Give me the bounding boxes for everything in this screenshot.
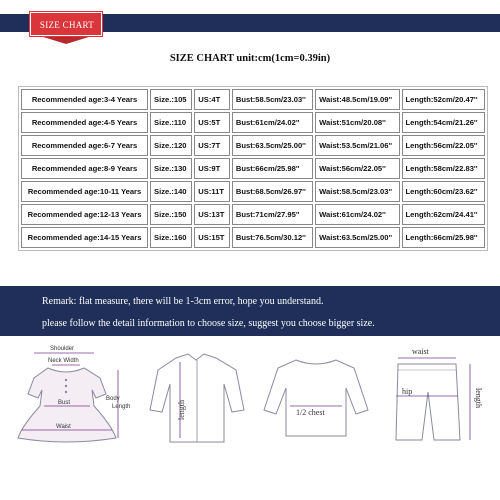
table-cell: Length:56cm/22.05'' [402, 135, 485, 156]
table-cell: Recommended age:8-9 Years [21, 158, 148, 179]
pants-diagram [384, 344, 496, 454]
size-table [18, 86, 488, 251]
table-cell: Size.:130 [150, 158, 192, 179]
shirt-diagram [140, 350, 250, 450]
table-cell: Waist:56cm/22.05'' [315, 158, 399, 179]
table-cell: US:4T [194, 89, 230, 110]
remark-line-1: Remark: flat measure, there will be 1-3cm error, hope you understand. [42, 296, 324, 307]
table-cell: Waist:51cm/20.08'' [315, 112, 399, 133]
waist-label: Waist [56, 424, 71, 430]
table-cell: US:7T [194, 135, 230, 156]
table-row [21, 112, 485, 133]
table-cell: Bust:61cm/24.02'' [232, 112, 313, 133]
table-cell: Bust:71cm/27.95'' [232, 204, 313, 225]
table-cell: Bust:66cm/25.98'' [232, 158, 313, 179]
table-cell: Size.:150 [150, 204, 192, 225]
chart-title: SIZE CHART unit:cm(1cm=0.39in) [169, 53, 331, 64]
table-cell: Recommended age:3-4 Years [21, 89, 148, 110]
table-cell: Recommended age:14-15 Years [21, 227, 148, 248]
table-cell: Size.:120 [150, 135, 192, 156]
table-cell: Size.:110 [150, 112, 192, 133]
length-label: Length [112, 404, 131, 410]
table-cell: Length:62cm/24.41'' [402, 204, 485, 225]
table-cell: Waist:63.5cm/25.00'' [315, 227, 399, 248]
sweater-diagram [258, 352, 374, 448]
chest-label: 1/2 chest [296, 408, 325, 417]
table-row [21, 227, 485, 248]
pants-hip-label: hip [402, 387, 413, 396]
ribbon-tail [40, 36, 92, 44]
table-cell: US:9T [194, 158, 230, 179]
table-cell: Waist:48.5cm/19.09'' [315, 89, 399, 110]
dress-diagram [8, 340, 138, 450]
table-cell: Size.:140 [150, 181, 192, 202]
table-cell: Recommended age:10-11 Years [21, 181, 148, 202]
table-cell: Length:66cm/25.98'' [402, 227, 485, 248]
table-row [21, 158, 485, 179]
table-cell: US:13T [194, 204, 230, 225]
table-cell: US:11T [194, 181, 230, 202]
size-chart-badge-label: SIZE CHART [39, 20, 95, 30]
table-cell: Waist:61cm/24.02'' [315, 204, 399, 225]
bust-label: Bust [58, 400, 71, 406]
table-cell: Waist:53.5cm/21.06'' [315, 135, 399, 156]
body-label: Body [106, 396, 120, 402]
table-cell: US:5T [194, 112, 230, 133]
neck-width-label: Neck Width [48, 358, 79, 364]
table-cell: Bust:63.5cm/25.00'' [232, 135, 313, 156]
table-cell: Size.:160 [150, 227, 192, 248]
table-cell: Bust:68.5cm/26.97'' [232, 181, 313, 202]
shirt-length-label: length [177, 400, 186, 420]
table-row [21, 204, 485, 225]
table-row [21, 181, 485, 202]
shoulder-label: Shoulder [50, 346, 75, 352]
size-chart-badge [30, 12, 102, 36]
table-cell: Length:60cm/23.62'' [402, 181, 485, 202]
pants-waist-label: waist [412, 347, 429, 356]
table-cell: US:15T [194, 227, 230, 248]
table-cell: Bust:76.5cm/30.12'' [232, 227, 313, 248]
table-cell: Recommended age:6-7 Years [21, 135, 148, 156]
table-cell: Length:54cm/21.26'' [402, 112, 485, 133]
table-cell: Length:52cm/20.47'' [402, 89, 485, 110]
table-cell: Size.:105 [150, 89, 192, 110]
table-cell: Recommended age:4-5 Years [21, 112, 148, 133]
table-cell: Length:58cm/22.83'' [402, 158, 485, 179]
table-cell: Waist:58.5cm/23.03'' [315, 181, 399, 202]
table-row [21, 135, 485, 156]
pants-length-label: length [474, 388, 483, 408]
table-row [21, 89, 485, 110]
table-cell: Recommended age:12-13 Years [21, 204, 148, 225]
table-cell: Bust:58.5cm/23.03'' [232, 89, 313, 110]
remark-line-2: please follow the detail information to choose size, suggest you choose bigger size. [42, 318, 375, 329]
